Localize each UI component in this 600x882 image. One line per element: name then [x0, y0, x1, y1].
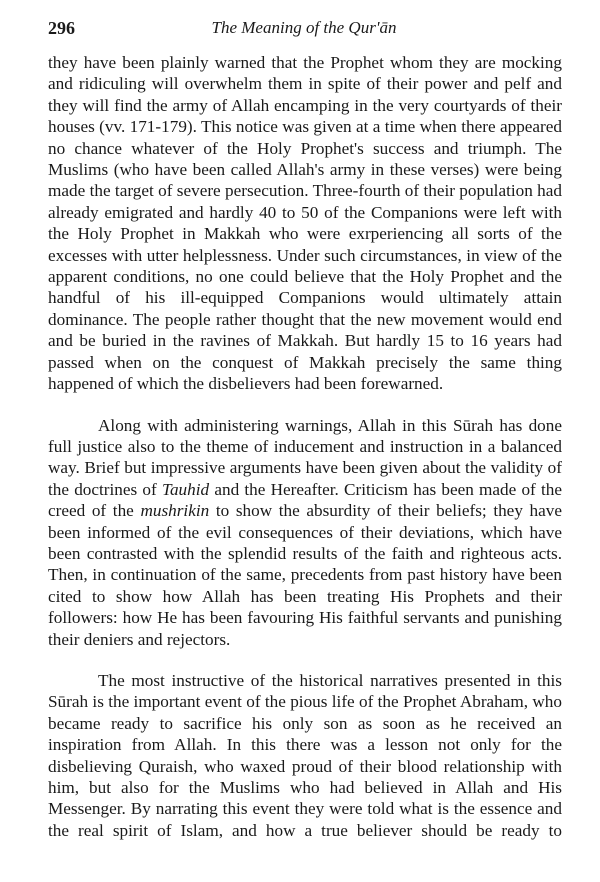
- running-head: [48, 18, 560, 44]
- paragraph-1-text: they have been plainly warned that the Prophet whom they are mocking and ridiculing will overwhelm them in spite of their power and pelf and they will find the army of Allah encamping in the very courtyards of their houses (vv. 171-179). This notice was given at a time when there appeared no chance whatever of the Holy Prophet's success and triumph. The Muslims (who have been called Allah's army in these verses) were being made the target of severe persecution. Three-fourth of their population had already emigrated and hardly 40 to 50 of the Companions were left with the Holy Prophet in Makkah who were exrperiencing all sorts of the excesses with utter helplessness. Under such circumstances, in view of the apparent conditions, no one could believe that the Holy Prophet and the handful of his ill-equipped Companions would ultimately attain dominance. The people rather thought that the new movement would end and be buried in the ravines of Makkah. But hardly 15 to 16 years had passed when on the conquest of Makkah precisely the same thing happened of which the disbelievers had been forewarned.: [48, 53, 562, 394]
- paragraph-1: [48, 52, 562, 395]
- page-number: 296: [48, 18, 75, 38]
- paragraph-3: [48, 670, 562, 841]
- term-tauhid: Tauhid: [161, 479, 210, 499]
- body-text: [48, 52, 562, 841]
- paragraph-2: [48, 415, 562, 650]
- book-title: The Meaning of the Qur'ān: [211, 18, 397, 37]
- paragraph-3-text: The most instructive of the historical narratives presented in this Sūrah is the important event of the pious life of the Prophet Abraham, who became ready to sacrifice his only son as soon as he received an inspiration from Allah. In this there was a lesson not only for the disbelieving Quraish, who waxed proud of their blood relationship with him, but also for the Muslims who had believed in Allah and His Messenger. By narrating this event they were told what is the essence and the real spirit of Islam, and how a true believer should be ready to: [48, 670, 562, 840]
- term-mushrikin: mushrikin: [140, 501, 210, 521]
- paragraph-2-text-middle: and the Hereafter. Criticism has been made of the creed of the: [48, 479, 562, 521]
- paragraph-2-text-start: Along with administering warnings, Allah in this Sūrah has done full justice also to the theme of inducement and instruction in a balanced way. Brief but impressive arguments have been given about the validity of the doctrines of: [48, 415, 562, 499]
- paragraph-2-text-end: to show the absurdity of their beliefs; they have been informed of the evil consequences of their deviations, which have been contrasted with the splendid results of the faith and righteous acts. Then, in continuation of the same, precedents from past history have been cited to show how Allah has been treating His Prophets and their followers: how He has been favouring His faithful servants and punishing their deniers and rejectors.: [48, 501, 562, 649]
